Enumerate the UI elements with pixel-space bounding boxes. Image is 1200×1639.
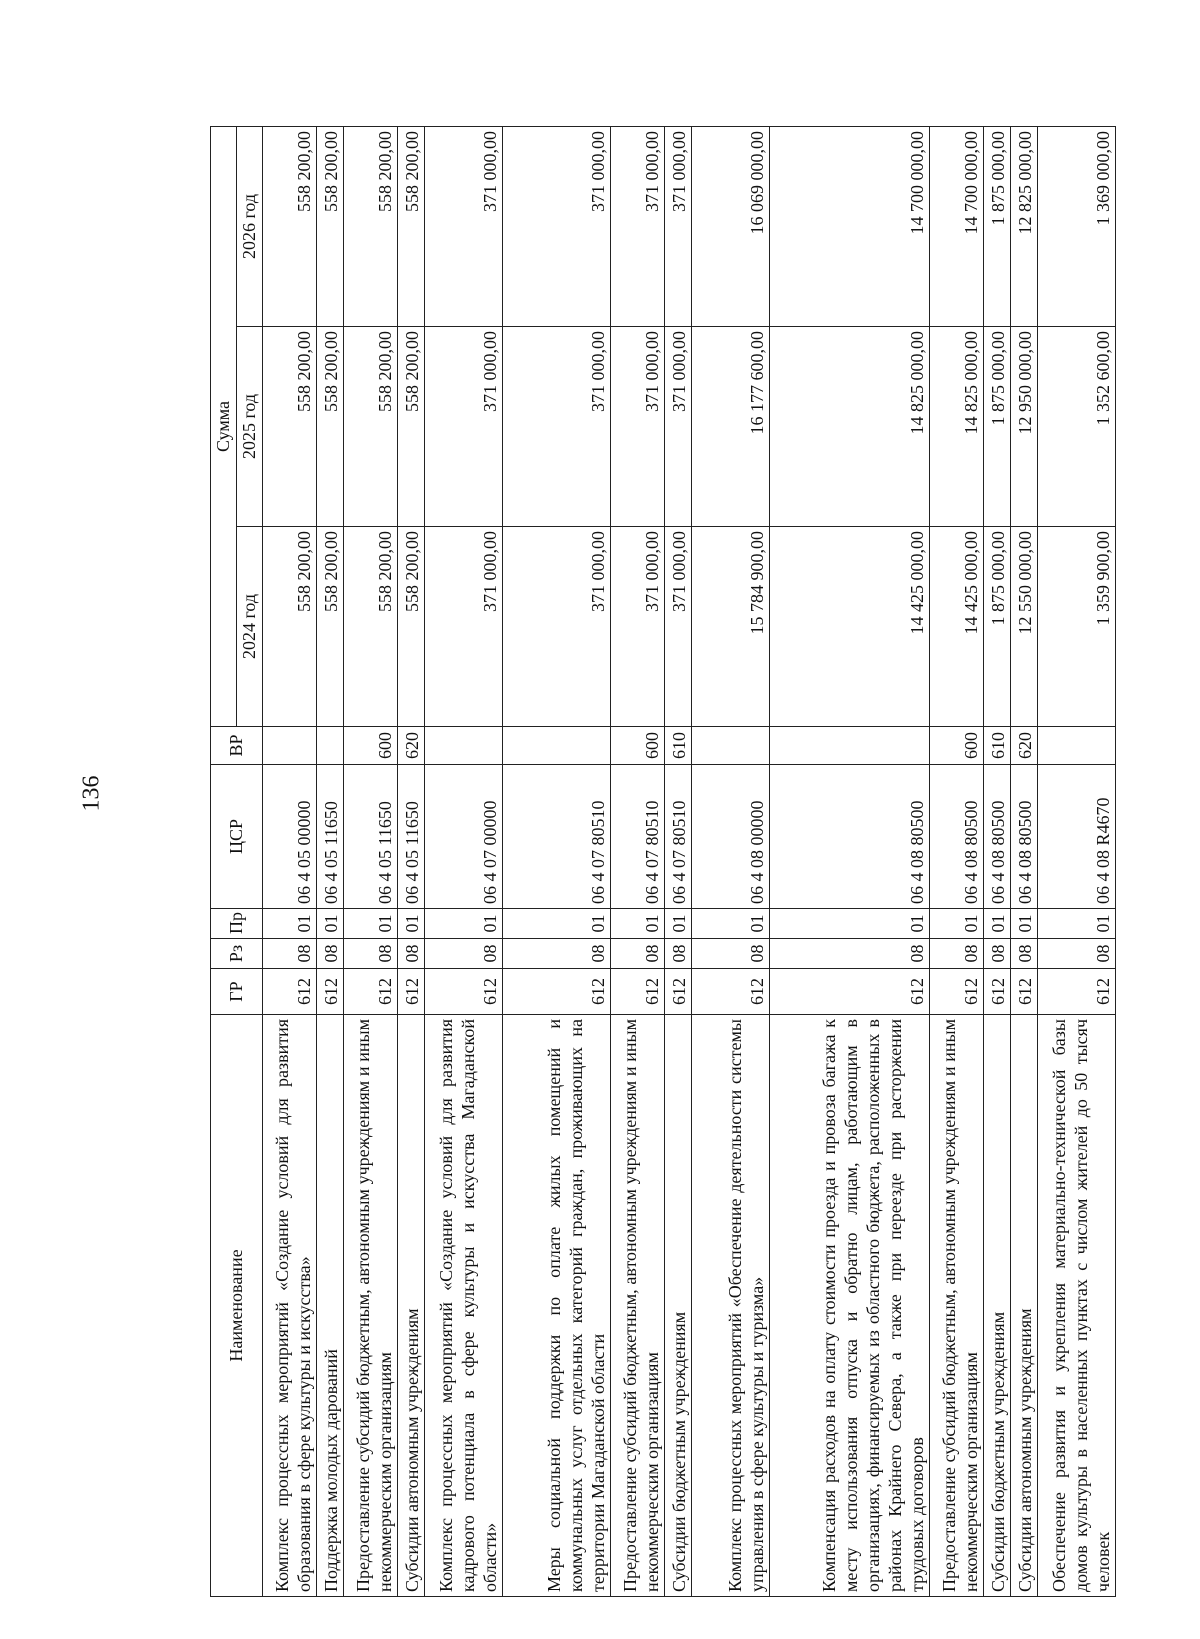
- row-2025: 1 875 000,00: [984, 327, 1011, 527]
- row-2026: 371 000,00: [425, 126, 503, 326]
- row-name: Предоставление субсидий бюджетным, автономным учреждениям и иным некоммерческим организациям: [344, 1015, 398, 1597]
- row-2026: 371 000,00: [611, 126, 665, 326]
- header-gr: ГР: [211, 969, 263, 1015]
- row-2025: 371 000,00: [503, 327, 611, 527]
- row-gr: 612: [263, 969, 317, 1015]
- row-2025: 14 825 000,00: [770, 327, 930, 527]
- row-vr: 600: [930, 727, 984, 765]
- row-csr: 06 4 08 80500: [1011, 765, 1038, 909]
- row-pr: 01: [317, 909, 344, 939]
- row-name: Субсидии бюджетным учреждениям: [984, 1015, 1011, 1597]
- row-csr: 06 4 05 00000: [263, 765, 317, 909]
- row-csr: 06 4 08 00000: [692, 765, 770, 909]
- table-row: [425, 126, 503, 1596]
- row-name: Комплекс процессных мероприятий «Создание условий для развития кадрового потенциала в сфере культуры и искусства Магаданской области»: [425, 1015, 503, 1597]
- row-csr: 06 4 07 00000: [425, 765, 503, 909]
- page-number: 136: [78, 775, 105, 812]
- row-vr: 620: [1011, 727, 1038, 765]
- header-name: Наименование: [211, 1015, 263, 1597]
- row-rz: 08: [1038, 939, 1116, 969]
- row-gr: 612: [344, 969, 398, 1015]
- row-pr: 01: [692, 909, 770, 939]
- row-csr: 06 4 05 11650: [398, 765, 425, 909]
- row-rz: 08: [398, 939, 425, 969]
- row-gr: 612: [930, 969, 984, 1015]
- row-csr: 06 4 07 80510: [611, 765, 665, 909]
- row-rz: 08: [317, 939, 344, 969]
- row-vr: [503, 727, 611, 765]
- header-rz: Рз: [211, 939, 263, 969]
- row-name: Субсидии автономным учреждениям: [1011, 1015, 1038, 1597]
- header-sum: Сумма: [211, 126, 237, 726]
- row-vr: 600: [611, 727, 665, 765]
- row-2024: 12 550 000,00: [1011, 527, 1038, 727]
- row-2026: 1 875 000,00: [984, 126, 1011, 326]
- row-2025: 371 000,00: [611, 327, 665, 527]
- row-2025: 12 950 000,00: [1011, 327, 1038, 527]
- table-row: [317, 126, 344, 1596]
- table-row: [692, 126, 770, 1596]
- row-vr: [1038, 727, 1116, 765]
- table-row: [1038, 126, 1116, 1596]
- row-2024: 558 200,00: [344, 527, 398, 727]
- row-2025: 558 200,00: [317, 327, 344, 527]
- row-2024: 371 000,00: [425, 527, 503, 727]
- row-csr: 06 4 08 80500: [770, 765, 930, 909]
- row-vr: 620: [398, 727, 425, 765]
- row-gr: 612: [984, 969, 1011, 1015]
- row-pr: 01: [930, 909, 984, 939]
- row-name: Субсидии бюджетным учреждениям: [665, 1015, 692, 1597]
- row-rz: 08: [611, 939, 665, 969]
- row-pr: 01: [611, 909, 665, 939]
- row-vr: 610: [665, 727, 692, 765]
- row-rz: 08: [692, 939, 770, 969]
- table-row: [503, 126, 611, 1596]
- row-2024: 14 425 000,00: [930, 527, 984, 727]
- row-pr: 01: [344, 909, 398, 939]
- header-2024: 2024 год: [237, 527, 263, 727]
- row-csr: 06 4 07 80510: [503, 765, 611, 909]
- row-gr: 612: [1038, 969, 1116, 1015]
- row-vr: [770, 727, 930, 765]
- row-name: Комплекс процессных мероприятий «Обеспечение деятельности системы управления в сфере культуры и туризма»: [692, 1015, 770, 1597]
- table-row: [984, 126, 1011, 1596]
- row-pr: 01: [1038, 909, 1116, 939]
- table-row: [398, 126, 425, 1596]
- row-rz: 08: [1011, 939, 1038, 969]
- row-name: Комплекс процессных мероприятий «Создание условий для развития образования в сфере культуры и искусства»: [263, 1015, 317, 1597]
- row-2026: 558 200,00: [317, 126, 344, 326]
- row-vr: [425, 727, 503, 765]
- row-2026: 1 369 000,00: [1038, 126, 1116, 326]
- row-csr: 06 4 08 80500: [930, 765, 984, 909]
- row-2024: 1 359 900,00: [1038, 527, 1116, 727]
- row-2025: 1 352 600,00: [1038, 327, 1116, 527]
- row-rz: 08: [984, 939, 1011, 969]
- row-csr: 06 4 07 80510: [665, 765, 692, 909]
- row-2024: 558 200,00: [317, 527, 344, 727]
- row-2025: 558 200,00: [398, 327, 425, 527]
- row-2025: 14 825 000,00: [930, 327, 984, 527]
- row-2026: 371 000,00: [665, 126, 692, 326]
- row-2026: 558 200,00: [263, 126, 317, 326]
- row-2026: 371 000,00: [503, 126, 611, 326]
- row-csr: 06 4 08 80500: [984, 765, 1011, 909]
- row-2025: 371 000,00: [425, 327, 503, 527]
- row-name: Обеспечение развития и укрепления материально-технической базы домов культуры в населенных пунктах с числом жителей до 50 тысяч человек: [1038, 1015, 1116, 1597]
- table-row: [930, 126, 984, 1596]
- row-vr: 610: [984, 727, 1011, 765]
- row-pr: 01: [665, 909, 692, 939]
- row-2024: 371 000,00: [503, 527, 611, 727]
- row-2025: 371 000,00: [665, 327, 692, 527]
- row-gr: 612: [770, 969, 930, 1015]
- row-pr: 01: [398, 909, 425, 939]
- row-pr: 01: [770, 909, 930, 939]
- row-rz: 08: [344, 939, 398, 969]
- header-csr: ЦСР: [211, 765, 263, 909]
- row-2024: 558 200,00: [398, 527, 425, 727]
- row-vr: [692, 727, 770, 765]
- row-name: Поддержка молодых дарований: [317, 1015, 344, 1597]
- row-2024: 371 000,00: [611, 527, 665, 727]
- table-row: [611, 126, 665, 1596]
- row-2024: 14 425 000,00: [770, 527, 930, 727]
- row-csr: 06 4 05 11650: [317, 765, 344, 909]
- row-csr: 06 4 05 11650: [344, 765, 398, 909]
- row-rz: 08: [930, 939, 984, 969]
- header-vr: ВР: [211, 727, 263, 765]
- row-2026: 14 700 000,00: [770, 126, 930, 326]
- row-name: Меры социальной поддержки по оплате жилых помещений и коммунальных услуг отдельных категорий граждан, проживающих на территории Магаданской области: [503, 1015, 611, 1597]
- row-2026: 12 825 000,00: [1011, 126, 1038, 326]
- table-row: [770, 126, 930, 1596]
- row-rz: 08: [425, 939, 503, 969]
- row-2026: 16 069 000,00: [692, 126, 770, 326]
- row-gr: 612: [503, 969, 611, 1015]
- row-rz: 08: [263, 939, 317, 969]
- row-2024: 371 000,00: [665, 527, 692, 727]
- row-rz: 08: [665, 939, 692, 969]
- header-pr: Пр: [211, 909, 263, 939]
- table-row: [1011, 126, 1038, 1596]
- row-name: Предоставление субсидий бюджетным, автономным учреждениям и иным некоммерческим организациям: [611, 1015, 665, 1597]
- row-rz: 08: [770, 939, 930, 969]
- row-2026: 558 200,00: [344, 126, 398, 326]
- row-csr: 06 4 08 R4670: [1038, 765, 1116, 909]
- row-2026: 14 700 000,00: [930, 126, 984, 326]
- header-2026: 2026 год: [237, 126, 263, 326]
- budget-table: [210, 126, 1116, 1597]
- header-2025: 2025 год: [237, 327, 263, 527]
- table-row: [344, 126, 398, 1596]
- row-gr: 612: [1011, 969, 1038, 1015]
- row-gr: 612: [425, 969, 503, 1015]
- row-2024: 558 200,00: [263, 527, 317, 727]
- row-2026: 558 200,00: [398, 126, 425, 326]
- row-pr: 01: [263, 909, 317, 939]
- row-vr: 600: [344, 727, 398, 765]
- row-gr: 612: [665, 969, 692, 1015]
- row-gr: 612: [317, 969, 344, 1015]
- row-name: Компенсация расходов на оплату стоимости проезда и провоза багажа к месту использования отпуска и обратно лицам, работающим в организациях, финансируемых из областного бюджета, расположенных в районах Крайнего Севера, а также при переезде при расторжении трудовых договоров: [770, 1015, 930, 1597]
- row-name: Субсидии автономным учреждениям: [398, 1015, 425, 1597]
- row-vr: [317, 727, 344, 765]
- row-pr: 01: [1011, 909, 1038, 939]
- row-pr: 01: [503, 909, 611, 939]
- row-pr: 01: [984, 909, 1011, 939]
- row-2025: 558 200,00: [263, 327, 317, 527]
- row-gr: 612: [611, 969, 665, 1015]
- row-2025: 16 177 600,00: [692, 327, 770, 527]
- row-gr: 612: [692, 969, 770, 1015]
- row-gr: 612: [398, 969, 425, 1015]
- table-row: [665, 126, 692, 1596]
- rotated-table-wrapper: [210, 127, 1114, 1597]
- row-pr: 01: [425, 909, 503, 939]
- row-2025: 558 200,00: [344, 327, 398, 527]
- row-vr: [263, 727, 317, 765]
- row-name: Предоставление субсидий бюджетным, автономным учреждениям и иным некоммерческим организациям: [930, 1015, 984, 1597]
- row-2024: 15 784 900,00: [692, 527, 770, 727]
- row-2024: 1 875 000,00: [984, 527, 1011, 727]
- table-row: [263, 126, 317, 1596]
- row-rz: 08: [503, 939, 611, 969]
